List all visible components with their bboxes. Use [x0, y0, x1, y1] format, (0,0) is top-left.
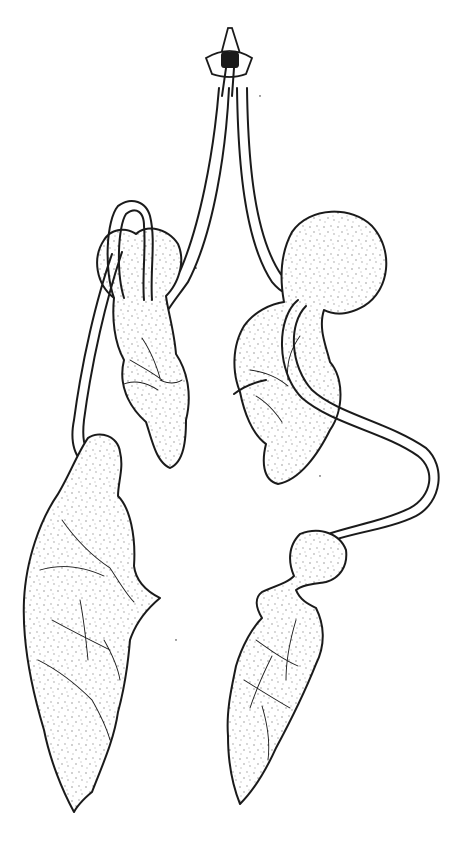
head-structure — [206, 28, 252, 96]
upper-left-gland — [97, 201, 189, 468]
lower-right-gland — [228, 531, 347, 804]
lower-left-gland — [24, 434, 160, 812]
